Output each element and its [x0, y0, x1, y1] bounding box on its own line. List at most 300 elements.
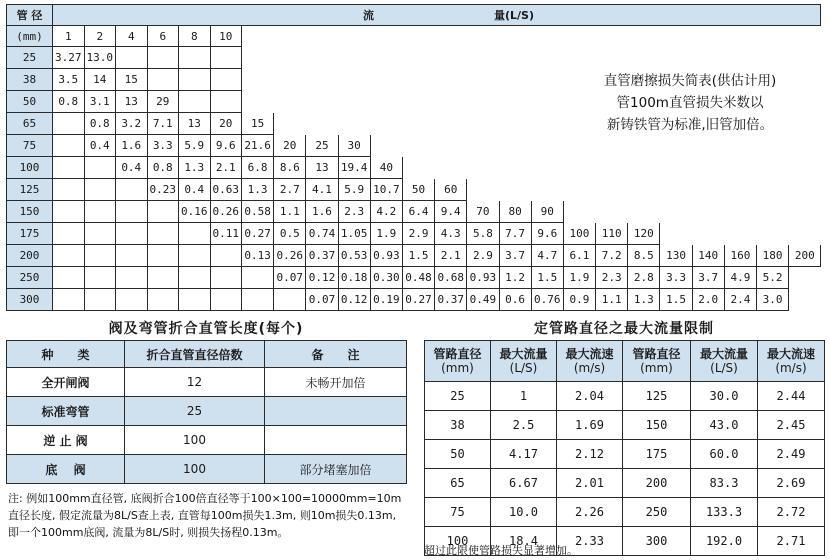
blank-cell	[563, 179, 595, 201]
blank-cell	[531, 113, 563, 135]
blank-cell	[370, 135, 402, 157]
loss-cell: 0.53	[338, 245, 370, 267]
blank-cell	[596, 47, 628, 69]
max-cell: 60.0	[691, 440, 758, 469]
blank-cell	[563, 26, 595, 47]
loss-cell-empty	[84, 179, 116, 201]
loss-cell: 1.5	[402, 245, 434, 267]
loss-cell: 0.12	[338, 289, 370, 311]
flow-value-header: 6	[147, 26, 179, 47]
loss-cell: 3.3	[660, 267, 692, 289]
blank-cell	[402, 113, 434, 135]
loss-cell: 0.26	[210, 201, 242, 223]
blank-cell	[531, 157, 563, 179]
blank-cell	[692, 179, 724, 201]
loss-cell-empty	[116, 179, 148, 201]
flow-value-header: 160	[724, 245, 756, 267]
blank-cell	[563, 47, 595, 69]
note-line-1: 直管磨擦损失简表(供估计用)	[603, 73, 777, 89]
valve-col-header: 备 注	[265, 341, 407, 368]
flow-value-header: 140	[692, 245, 724, 267]
blank-cell	[338, 91, 370, 113]
loss-cell: 6.8	[242, 157, 274, 179]
flow-value-header: 180	[757, 245, 789, 267]
blank-cell	[789, 201, 821, 223]
loss-cell: 13.0	[84, 47, 116, 69]
max-col-header-line2: (L/S)	[509, 361, 538, 375]
max-cell: 4.17	[491, 440, 557, 469]
blank-cell	[757, 26, 789, 47]
blank-cell	[692, 26, 724, 47]
loss-cell: 0.27	[242, 223, 274, 245]
blank-cell	[370, 47, 402, 69]
diameter-cell: 200	[7, 245, 53, 267]
loss-cell: 1.1	[596, 289, 628, 311]
flow-value-header: 110	[596, 223, 628, 245]
blank-cell	[789, 135, 821, 157]
note-line-2: 管100m直管损失米数以	[616, 95, 764, 111]
blank-cell	[692, 47, 724, 69]
loss-cell: 5.9	[338, 179, 370, 201]
blank-cell	[724, 223, 756, 245]
loss-cell-empty	[210, 245, 242, 267]
diameter-cell: 50	[7, 91, 53, 113]
loss-cell: 0.5	[274, 223, 306, 245]
blank-cell	[789, 267, 821, 289]
loss-cell: 4.2	[370, 201, 402, 223]
blank-cell	[435, 26, 467, 47]
loss-cell-empty	[179, 47, 211, 69]
loss-cell: 0.27	[402, 289, 434, 311]
flow-value-header: 80	[499, 201, 531, 223]
blank-cell	[499, 26, 531, 47]
loss-cell: 10.7	[370, 179, 402, 201]
blank-cell	[402, 91, 434, 113]
blank-cell	[789, 47, 821, 69]
flow-value-header: 10	[210, 26, 242, 47]
blank-cell	[757, 179, 789, 201]
max-col-header	[491, 341, 557, 382]
blank-cell	[338, 69, 370, 91]
blank-cell	[596, 157, 628, 179]
valve-col-header: 种 类	[7, 341, 125, 368]
loss-cell: 1.5	[531, 267, 563, 289]
loss-cell: 5.9	[179, 135, 211, 157]
loss-cell: 2.7	[274, 179, 306, 201]
blank-cell	[499, 157, 531, 179]
blank-cell	[660, 26, 692, 47]
valve-multiplier: 12	[125, 368, 265, 397]
blank-cell	[789, 179, 821, 201]
loss-cell-empty	[179, 69, 211, 91]
blank-cell	[563, 157, 595, 179]
max-cell: 2.5	[491, 411, 557, 440]
flow-value-header: 1	[53, 26, 85, 47]
blank-cell	[724, 201, 756, 223]
loss-cell-empty	[147, 47, 179, 69]
flow-value-header: 8	[179, 26, 211, 47]
unit-label: (mm)	[7, 26, 53, 47]
blank-cell	[789, 157, 821, 179]
blank-cell	[306, 113, 338, 135]
max-cell: 2.12	[557, 440, 623, 469]
max-col-header-line1: 最大流量	[699, 347, 748, 361]
blank-cell	[274, 26, 306, 47]
max-cell: 43.0	[691, 411, 758, 440]
loss-cell: 0.07	[274, 267, 306, 289]
max-col-header-line1: 管路直径	[632, 347, 681, 361]
blank-cell	[531, 91, 563, 113]
blank-cell	[499, 179, 531, 201]
loss-cell-empty	[53, 113, 85, 135]
valve-multiplier: 25	[125, 397, 265, 426]
note-line-3: 新铸铁管为标准,旧管加倍。	[606, 117, 774, 133]
blank-cell	[402, 135, 434, 157]
loss-cell: 0.37	[435, 289, 467, 311]
blank-cell	[435, 47, 467, 69]
blank-cell	[724, 157, 756, 179]
blank-cell	[370, 113, 402, 135]
loss-cell: 2.1	[435, 245, 467, 267]
flow-value-header: 200	[789, 245, 821, 267]
max-cell: 6.67	[491, 469, 557, 498]
flow-table-note	[560, 70, 820, 136]
loss-cell-empty	[147, 267, 179, 289]
diameter-cell: 150	[7, 201, 53, 223]
flow-value-header: 90	[531, 201, 563, 223]
blank-cell	[563, 135, 595, 157]
loss-cell-empty	[116, 47, 148, 69]
flow-header-right: 量(L/S)	[494, 9, 535, 22]
loss-cell-empty	[84, 289, 116, 311]
valve-multiplier: 100	[125, 426, 265, 455]
loss-cell-empty	[179, 245, 211, 267]
blank-cell	[596, 179, 628, 201]
loss-cell-empty	[53, 245, 85, 267]
max-col-header-line2: (m/s)	[775, 361, 807, 375]
blank-cell	[435, 157, 467, 179]
valve-remark: 未畅开加倍	[265, 368, 407, 397]
blank-cell	[402, 157, 434, 179]
blank-cell	[724, 135, 756, 157]
flow-value-header: 60	[435, 179, 467, 201]
loss-cell: 0.26	[274, 245, 306, 267]
blank-cell	[789, 289, 821, 311]
blank-cell	[467, 113, 499, 135]
blank-cell	[628, 47, 660, 69]
loss-cell: 9.4	[435, 201, 467, 223]
loss-cell-empty	[210, 267, 242, 289]
loss-cell: 9.6	[531, 223, 563, 245]
loss-cell-empty	[274, 289, 306, 311]
valve-kind: 全开闸阀	[7, 368, 125, 397]
flow-value-header: 4	[116, 26, 148, 47]
loss-cell: 20	[210, 113, 242, 135]
loss-cell-empty	[116, 245, 148, 267]
loss-cell-empty	[53, 267, 85, 289]
max-cell: 75	[425, 498, 491, 527]
loss-cell: 19.4	[338, 157, 370, 179]
loss-cell: 0.4	[84, 135, 116, 157]
loss-cell: 29	[147, 91, 179, 113]
max-cell: 50	[425, 440, 491, 469]
loss-cell: 5.8	[467, 223, 499, 245]
blank-cell	[660, 157, 692, 179]
loss-cell-empty	[147, 69, 179, 91]
blank-cell	[467, 91, 499, 113]
loss-cell: 5.2	[757, 267, 789, 289]
loss-cell-empty	[53, 135, 85, 157]
blank-cell	[628, 26, 660, 47]
flow-value-header: 70	[467, 201, 499, 223]
loss-cell-empty	[84, 157, 116, 179]
loss-cell: 15	[116, 69, 148, 91]
loss-cell: 1.6	[116, 135, 148, 157]
loss-cell: 0.93	[370, 245, 402, 267]
blank-cell	[724, 47, 756, 69]
blank-cell	[628, 179, 660, 201]
blank-cell	[531, 179, 563, 201]
loss-cell: 0.30	[370, 267, 402, 289]
flow-value-header: 130	[660, 245, 692, 267]
blank-cell	[435, 91, 467, 113]
max-cell: 2.04	[557, 382, 623, 411]
blank-cell	[499, 135, 531, 157]
loss-cell: 0.37	[306, 245, 338, 267]
loss-cell-empty	[210, 47, 242, 69]
blank-cell	[660, 223, 692, 245]
loss-cell: 4.3	[435, 223, 467, 245]
loss-cell: 0.8	[147, 157, 179, 179]
loss-cell: 1.3	[179, 157, 211, 179]
loss-cell: 0.07	[306, 289, 338, 311]
blank-cell	[531, 26, 563, 47]
blank-cell	[789, 223, 821, 245]
diameter-cell: 250	[7, 267, 53, 289]
blank-cell	[724, 179, 756, 201]
flow-value-header: 20	[274, 135, 306, 157]
flow-header-left: 流	[363, 9, 374, 22]
max-cell: 125	[623, 382, 691, 411]
diameter-header: 管 径	[7, 5, 53, 26]
diameter-cell: 75	[7, 135, 53, 157]
valve-multiplier: 100	[125, 455, 265, 484]
loss-cell-empty	[179, 267, 211, 289]
valve-remark: 部分堵塞加倍	[265, 455, 407, 484]
max-col-header	[425, 341, 491, 382]
max-cell: 150	[623, 411, 691, 440]
loss-cell: 2.3	[596, 267, 628, 289]
max-cell: 175	[623, 440, 691, 469]
max-cell: 192.0	[691, 527, 758, 556]
loss-cell: 1.9	[563, 267, 595, 289]
max-cell: 1	[491, 382, 557, 411]
diameter-cell: 125	[7, 179, 53, 201]
loss-cell-empty	[84, 201, 116, 223]
blank-cell	[563, 201, 595, 223]
max-cell: 2.49	[758, 440, 825, 469]
loss-cell-empty	[179, 223, 211, 245]
max-cell: 2.44	[758, 382, 825, 411]
loss-cell: 1.05	[338, 223, 370, 245]
blank-cell	[338, 26, 370, 47]
diameter-cell: 175	[7, 223, 53, 245]
blank-cell	[306, 47, 338, 69]
blank-cell	[274, 47, 306, 69]
blank-cell	[660, 179, 692, 201]
valve-kind: 底 阀	[7, 455, 125, 484]
blank-cell	[338, 47, 370, 69]
loss-cell: 4.9	[724, 267, 756, 289]
loss-cell-empty	[210, 289, 242, 311]
blank-cell	[274, 113, 306, 135]
blank-cell	[692, 201, 724, 223]
diameter-cell: 38	[7, 69, 53, 91]
loss-cell: 6.1	[563, 245, 595, 267]
loss-cell: 0.8	[53, 91, 85, 113]
loss-cell: 2.0	[692, 289, 724, 311]
loss-cell: 1.6	[306, 201, 338, 223]
max-cell: 10.0	[491, 498, 557, 527]
blank-cell	[531, 69, 563, 91]
loss-cell: 7.2	[596, 245, 628, 267]
max-flow-footnote: 超过此限使管路损失显著增加。	[424, 544, 578, 557]
loss-cell: 0.11	[210, 223, 242, 245]
diameter-cell: 25	[7, 47, 53, 69]
loss-cell-empty	[147, 289, 179, 311]
loss-cell-empty	[242, 289, 274, 311]
max-col-header	[691, 341, 758, 382]
flow-value-header: 2	[84, 26, 116, 47]
blank-cell	[467, 47, 499, 69]
diameter-cell: 100	[7, 157, 53, 179]
max-cell: 83.3	[691, 469, 758, 498]
loss-cell: 14	[84, 69, 116, 91]
flow-loss-table-wrap	[6, 4, 821, 311]
flow-value-header: 100	[563, 223, 595, 245]
max-col-header	[557, 341, 623, 382]
loss-cell: 7.7	[499, 223, 531, 245]
loss-cell: 0.48	[402, 267, 434, 289]
loss-cell: 0.16	[179, 201, 211, 223]
blank-cell	[467, 69, 499, 91]
blank-cell	[757, 47, 789, 69]
blank-cell	[789, 26, 821, 47]
flow-header	[53, 5, 821, 26]
loss-cell-empty	[84, 267, 116, 289]
loss-cell: 0.63	[210, 179, 242, 201]
loss-cell-empty	[179, 289, 211, 311]
blank-cell	[596, 26, 628, 47]
loss-cell-empty	[210, 69, 242, 91]
loss-cell-empty	[116, 267, 148, 289]
loss-cell: 21.6	[242, 135, 274, 157]
max-col-header-line2: (L/S)	[710, 361, 738, 375]
blank-cell	[274, 69, 306, 91]
flow-value-header: 30	[338, 135, 370, 157]
blank-cell	[435, 69, 467, 91]
loss-cell-empty	[53, 157, 85, 179]
blank-cell	[499, 69, 531, 91]
max-flow-table-title: 定管路直径之最大流量限制	[534, 321, 714, 337]
blank-cell	[660, 47, 692, 69]
valve-kind: 标准弯管	[7, 397, 125, 426]
loss-cell-empty	[116, 201, 148, 223]
loss-cell-empty	[116, 289, 148, 311]
loss-cell: 0.8	[84, 113, 116, 135]
loss-cell: 1.9	[370, 223, 402, 245]
loss-cell-empty	[53, 179, 85, 201]
blank-cell	[306, 69, 338, 91]
loss-cell-empty	[147, 201, 179, 223]
max-cell: 1.69	[557, 411, 623, 440]
flow-value-header: 40	[370, 157, 402, 179]
blank-cell	[370, 26, 402, 47]
loss-cell: 4.1	[306, 179, 338, 201]
blank-cell	[757, 223, 789, 245]
loss-cell: 0.74	[306, 223, 338, 245]
loss-cell-empty	[147, 223, 179, 245]
loss-cell: 3.2	[116, 113, 148, 135]
max-col-header-line1: 最大流量	[499, 347, 548, 361]
loss-cell: 2.9	[467, 245, 499, 267]
loss-cell: 1.3	[628, 289, 660, 311]
max-col-header	[758, 341, 825, 382]
blank-cell	[596, 135, 628, 157]
max-col-header	[623, 341, 691, 382]
blank-cell	[531, 47, 563, 69]
max-cell: 2.01	[557, 469, 623, 498]
loss-cell: 3.7	[499, 245, 531, 267]
max-cell: 30.0	[691, 382, 758, 411]
blank-cell	[467, 26, 499, 47]
loss-cell: 1.5	[660, 289, 692, 311]
loss-cell: 2.1	[210, 157, 242, 179]
blank-cell	[628, 135, 660, 157]
loss-cell: 13	[179, 113, 211, 135]
loss-cell: 0.9	[563, 289, 595, 311]
blank-cell	[757, 135, 789, 157]
max-cell: 100	[425, 527, 491, 556]
max-cell: 2.26	[557, 498, 623, 527]
blank-cell	[435, 113, 467, 135]
loss-cell-empty	[53, 289, 85, 311]
loss-cell: 3.1	[84, 91, 116, 113]
loss-cell: 3.27	[53, 47, 85, 69]
max-cell: 2.33	[557, 527, 623, 556]
diameter-cell: 65	[7, 113, 53, 135]
loss-cell: 0.4	[116, 157, 148, 179]
max-cell: 18.4	[491, 527, 557, 556]
blank-cell	[757, 201, 789, 223]
blank-cell	[242, 47, 274, 69]
flow-value-header: 50	[402, 179, 434, 201]
blank-cell	[467, 179, 499, 201]
blank-cell	[531, 135, 563, 157]
max-col-header-line2: (m/s)	[573, 361, 606, 375]
loss-cell: 6.4	[402, 201, 434, 223]
blank-cell	[402, 47, 434, 69]
blank-cell	[499, 113, 531, 135]
max-col-header-line2: (mm)	[640, 361, 673, 375]
max-cell: 25	[425, 382, 491, 411]
loss-cell: 0.13	[242, 245, 274, 267]
valve-remark	[265, 397, 407, 426]
max-flow-table-wrap	[424, 340, 825, 556]
loss-cell: 3.5	[53, 69, 85, 91]
loss-cell: 0.19	[370, 289, 402, 311]
blank-cell	[499, 91, 531, 113]
